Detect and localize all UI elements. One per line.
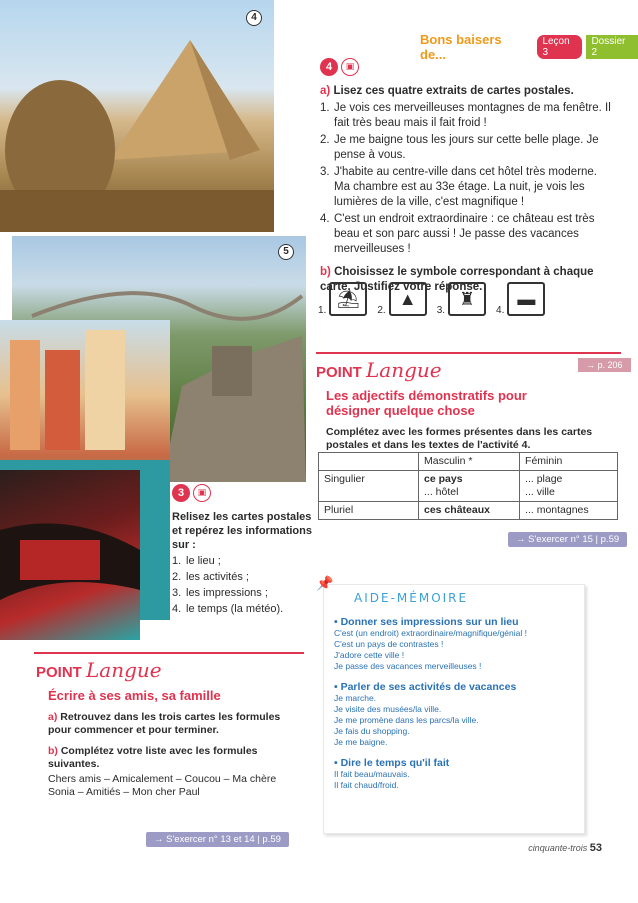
- table-cell: ces châteaux: [419, 502, 520, 520]
- photo-pyramid-sphinx: [0, 0, 274, 232]
- table-header-cell: Masculin *: [419, 453, 520, 471]
- table-cell: ce pays ... hôtel: [419, 471, 520, 502]
- formulas-list: Chers amis – Amicalement – Coucou – Ma chère Sonia – Amitiés – Mon cher Paul: [48, 773, 277, 798]
- list-item: Il fait chaud/froid.: [334, 780, 399, 790]
- page-number: 53: [589, 842, 602, 854]
- symbol-choice-4: 4. ▬: [496, 282, 545, 316]
- table-row-label: Singulier: [319, 471, 419, 502]
- activity-3: [172, 510, 312, 616]
- symbol-choice-3: 3. ♜: [437, 282, 486, 316]
- photo-number-4: 4: [246, 10, 262, 26]
- list-item: 1. le lieu ;: [172, 555, 221, 567]
- table-header-cell: [319, 453, 419, 471]
- symbol-choice-2: 2. ▲: [377, 282, 426, 316]
- list-item: C'est (un endroit) extraordinaire/magnifique/génial !: [334, 628, 527, 638]
- activity-number-badge: 4: [320, 58, 338, 76]
- symbol-choice-1: 1. ⛱: [318, 282, 367, 316]
- point-langue-demonstratifs: [316, 352, 621, 452]
- dossier-badge: Dossier 2: [586, 35, 638, 59]
- grammar-reference-link[interactable]: → p. 206: [578, 358, 631, 372]
- activity-3-question: Relisez les cartes postales et repérez les informations sur :: [172, 511, 312, 551]
- book-icon: ▣: [341, 58, 359, 76]
- aide-memoire-card: [316, 575, 585, 834]
- aide-memoire-body: [334, 617, 579, 791]
- symbol-choices: [318, 282, 545, 316]
- list-item: 2. Je me baigne tous les jours sur cette belle plage. Je pense à vous.: [320, 134, 599, 161]
- list-item: 4. le temps (la météo).: [172, 603, 284, 615]
- activity-number-badge: 3: [172, 484, 190, 502]
- activity-4: [320, 84, 615, 295]
- castle-icon: ♜: [448, 282, 486, 316]
- list-item: Je marche.: [334, 693, 377, 703]
- section-heading: • Parler de ses activités de vacances: [334, 681, 517, 693]
- list-item: Je fais du shopping.: [334, 726, 410, 736]
- list-item: Je me promène dans les parcs/la ville.: [334, 715, 479, 725]
- point-langue-instruction: Complétez avec les formes présentes dans les cartes postales et dans les textes de l'activité 4.: [326, 426, 593, 451]
- pyramid-illustration: [0, 0, 274, 232]
- table-header-row: [319, 453, 618, 471]
- table-row: [319, 471, 618, 502]
- point-langue-subtitle: Écrire à ses amis, sa famille: [48, 688, 221, 703]
- activity-4-number: [320, 58, 359, 76]
- activity-4a-question: a) Lisez ces quatre extraits de cartes postales.: [320, 85, 574, 97]
- instruction-b: b) Complétez votre liste avec les formules suivantes.: [48, 745, 258, 770]
- beach-umbrella-icon: ⛱: [329, 282, 367, 316]
- list-item: C'est un pays de contrastes !: [334, 639, 444, 649]
- gondola-illustration: [0, 470, 140, 640]
- list-item: 2. les activités ;: [172, 571, 249, 583]
- activity-4b-question: b) Choisissez le symbole correspondant à chaque carte. Justifiez votre réponse.: [320, 266, 594, 293]
- list-item: Je passe des vacances merveilleuses !: [334, 661, 482, 671]
- list-item: J'adore cette ville !: [334, 650, 405, 660]
- list-item: 3. les impressions ;: [172, 587, 268, 599]
- demonstratives-table: [318, 452, 618, 520]
- mountain-icon: ▲: [389, 282, 427, 316]
- point-langue-subtitle: Les adjectifs démonstratifs pour désigner quelque chose: [326, 388, 527, 418]
- photo-number-5: 5: [278, 244, 294, 260]
- bed-icon: ▬: [507, 282, 545, 316]
- table-header-cell: Féminin: [520, 453, 618, 471]
- pushpin-icon: 📌: [316, 575, 334, 591]
- page-number-word: cinquante-trois: [528, 843, 588, 853]
- page-header: [420, 32, 638, 62]
- instruction-a: a) Retrouvez dans les trois cartes les formules pour commencer et pour terminer.: [48, 711, 281, 736]
- table-row-label: Pluriel: [319, 502, 419, 520]
- exercise-link-13-14[interactable]: → S'exercer n° 13 et 14 | p.59: [146, 832, 289, 847]
- table-cell: ... montagnes: [520, 502, 618, 520]
- photo-gondola: [0, 470, 140, 640]
- list-item: 1. Je vois ces merveilleuses montagnes de ma fenêtre. Il fait très beau mais il fait froid !: [320, 102, 611, 129]
- table-cell: ... plage ... ville: [520, 471, 618, 502]
- list-item: Je visite des musées/la ville.: [334, 704, 442, 714]
- section-heading: • Donner ses impressions sur un lieu: [334, 616, 519, 628]
- header-title: Bons baisers de...: [420, 32, 502, 62]
- point-langue-title: POINT Langue: [36, 658, 162, 682]
- list-item: 4. C'est un endroit extraordinaire : ce château est très beau et son parc aussi ! Je passe des vacances merveilleuses !: [320, 213, 595, 255]
- exercise-link-15[interactable]: → S'exercer n° 15 | p.59: [508, 532, 627, 547]
- book-icon: ▣: [193, 484, 211, 502]
- list-item: Je me baigne.: [334, 737, 388, 747]
- page-footer: [528, 842, 602, 854]
- table-row: [319, 502, 618, 520]
- section-heading: • Dire le temps qu'il fait: [334, 757, 450, 769]
- list-item: 3. J'habite au centre-ville dans cet hôtel très moderne. Ma chambre est au 33e étage. La nuit, je vois les lumières de la ville, c'est magnifique !: [320, 166, 598, 208]
- point-langue-ecrire: [34, 652, 304, 837]
- activity-3-number: [172, 484, 211, 502]
- point-langue-title: POINT Langue: [316, 358, 442, 382]
- list-item: Il fait beau/mauvais.: [334, 769, 410, 779]
- lecon-badge: Leçon 3: [537, 35, 582, 59]
- aide-memoire-title: AIDE-MÉMOIRE: [354, 591, 469, 605]
